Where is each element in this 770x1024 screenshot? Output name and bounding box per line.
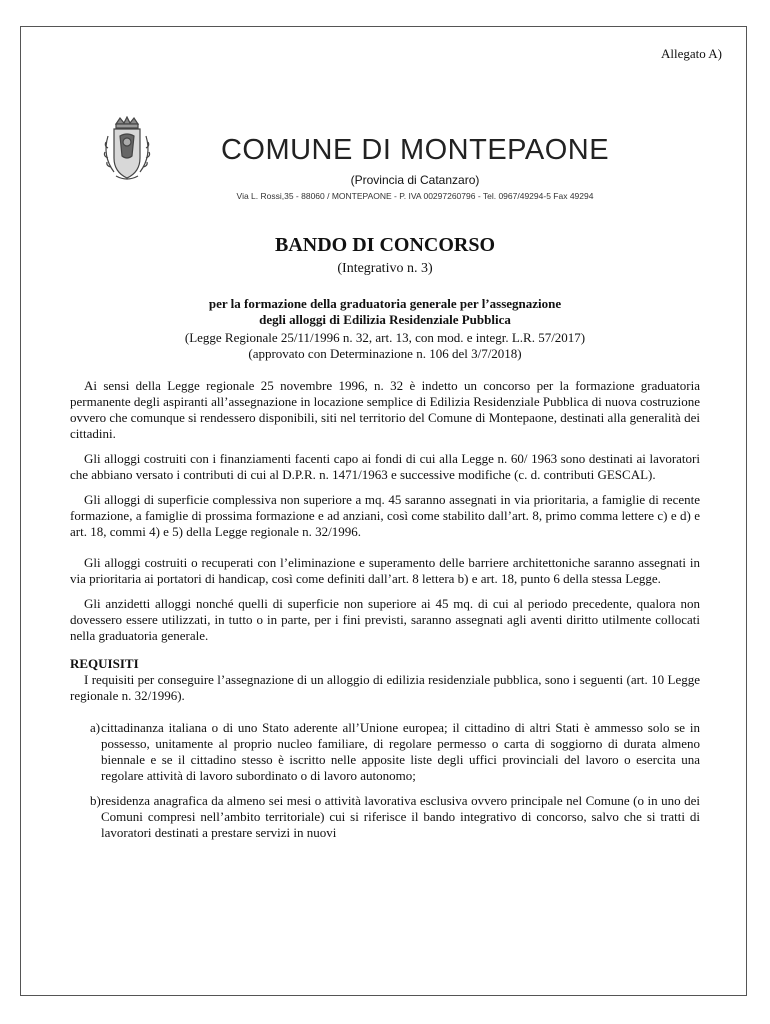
list-marker: b) [90,793,101,808]
requisiti-intro: I requisiti per conseguire l’assegnazione di un alloggio di edilizia residenziale pubblica, sono i seguenti (art. 10 Legge regionale n. 32/1996). [70,672,700,703]
paragraph-4: Gli alloggi costruiti o recuperati con l’eliminazione e superamento delle barriere architettoniche saranno assegnati in via prioritaria ai portatori di handicap, così come definiti dall’art. 8 lettera b) e art. 18, punto 6 della stessa Legge. [70,555,700,586]
paragraph-2: Gli alloggi costruiti con i finanziamenti facenti capo ai fondi di cui alla Legge n. 60/ 1963 sono destinati ai lavoratori che abbiano versato i contributi di cui al D.P.R. n. 1471/1963 e successive modifiche (c. d. contributi GESCAL). [70,451,700,482]
list-item-text: cittadinanza italiana o di uno Stato aderente all’Unione europea; il cittadino di altri Stati è ammesso solo se in possesso, unitamente al proprio nucleo familiare, di regolare permesso o carta di soggiorno di durata almeno biennale e se il cittadino stesso è iscritto nelle apposite liste degli uffici provinciali del lavoro o esercita una regolare attività di lavoro subordinato o di lavoro autonomo; [101,720,700,783]
list-item [70,720,700,784]
document-body [70,378,700,850]
legge-line-1: (Legge Regionale 25/11/1996 n. 32, art. 13, con mod. e integr. L.R. 57/2017) [184,330,586,345]
list-item-text: residenza anagrafica da almeno sei mesi o attività lavorativa esclusiva ovvero principale nel Comune (o in uno dei Comuni compresi nell’ambito territoriale) cui si riferisce il bando integrativo di concorso, salvo che si tratti di lavoratori destinati a prestare servizi in nuovi [101,793,700,840]
list-item [70,793,700,841]
integrativo-label: (Integrativo n. 3) [337,261,433,276]
subtitle-line-2: degli alloggi di Edilizia Residenziale Pubblica [259,312,511,327]
requisiti-list [70,720,700,841]
subtitle-line-1: per la formazione della graduatoria generale per l’assegnazione [208,296,562,311]
provincia-label: (Provincia di Catanzaro) [350,173,480,187]
legge-reference [0,330,770,362]
allegato-label: Allegato A) [660,46,722,61]
comune-title: COMUNE DI MONTEPAONE [220,134,610,166]
legge-line-2: (approvato con Determinazione n. 106 del 3/7/2018) [248,346,522,361]
bando-title: BANDO DI CONCORSO [274,234,496,256]
address-line: Via L. Rossi,35 - 88060 / MONTEPAONE - P. IVA 00297260796 - Tel. 0967/49294-5 Fax 49294 [236,191,594,201]
paragraph-1: Ai sensi della Legge regionale 25 novembre 1996, n. 32 è indetto un concorso per la formazione graduatoria permanente degli aspiranti all’assegnazione in locazione semplice di Edilizia Residenziale Pubblica di nuova costruzione ovvero che comunque si rendessero disponibili, siti nel territorio del Comune di Montepaone, destinati alla generalità dei cittadini. [70,378,700,441]
list-marker: a) [90,720,101,735]
paragraph-3: Gli alloggi di superficie complessiva non superiore a mq. 45 saranno assegnati in via prioritaria, a famiglie di recente formazione, a famiglie di prossima formazione e ad anziani, così come stabilito dall’art. 8, primo comma lettere c) e d) e art. 18, commi 4) e 5) della Legge regionale n. 32/1996. [70,492,700,539]
bando-subtitle [100,296,670,328]
paragraph-5: Gli anzidetti alloggi nonché quelli di superficie non superiore ai 45 mq. di cui al periodo precedente, qualora non dovessero essere utilizzati, in tutto o in parte, per i fini previsti, saranno assegnati agli aventi diritto utilmente collocati nella graduatoria generale. [70,596,700,643]
requisiti-heading: REQUISITI [70,656,139,671]
